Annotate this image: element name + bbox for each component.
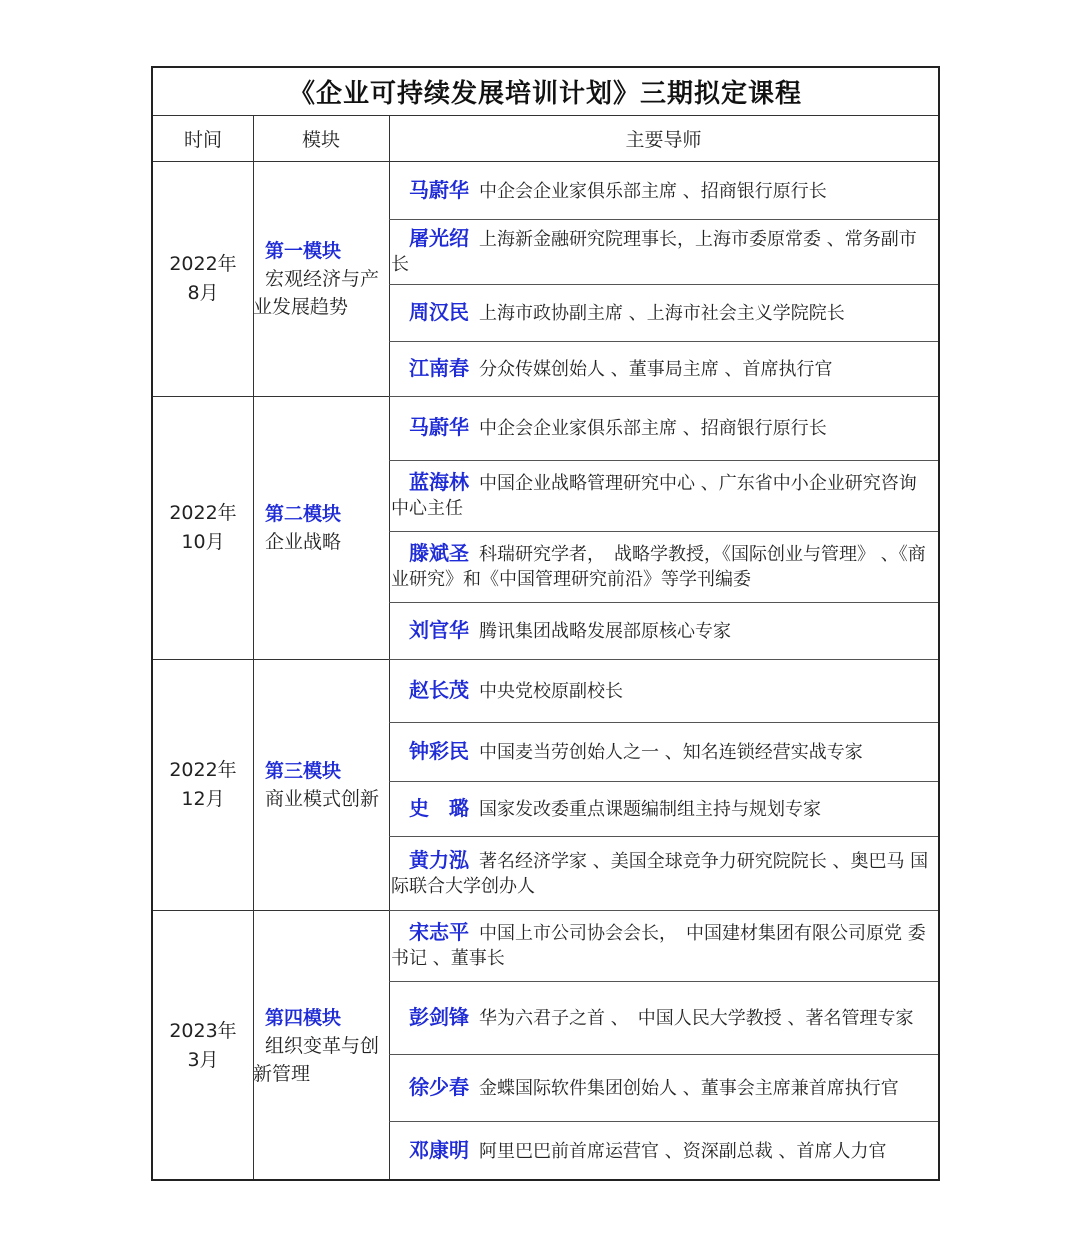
time-year: 2022年 [169,758,237,781]
mentor-description: 著名经济学家 、美国全球竞争力研究院院长 、奥巴马 国际联合大学创办人 [391,850,929,897]
mentor-description: 中央党校原副校长 [479,680,623,702]
mentor-name: 宋志平 [409,920,469,944]
module-name: 第一模块 [265,240,342,262]
mentor-description: 中企会企业家俱乐部主席 、招商银行原行长 [479,418,827,439]
mentor-description: 中国麦当劳创始人之一 、知名连锁经营实战专家 [479,741,863,763]
module-description: 商业模式创新 [265,787,380,810]
mentor-row [391,836,932,910]
mentor-name: 彭剑锋 [409,1004,469,1029]
mentor-name: 刘官华 [409,617,469,642]
time-cell [153,396,253,659]
mentor-row [391,460,932,531]
course-table [151,66,940,1181]
mentor-row [391,162,932,219]
mentor-row [391,981,932,1054]
mentor-name: 史 璐 [409,795,469,820]
time-month: 8月 [187,282,219,304]
mentor-description: 中国企业战略管理研究中心 、广东省中小企业研究咨询 中心主任 [391,473,917,519]
mentor-name: 马蔚华 [409,415,469,439]
module-description: 企业战略 [265,530,342,553]
time-cell [153,659,253,910]
mentor-row [391,659,932,722]
mentor-name: 黄力泓 [409,847,469,872]
header-mentor: 主要导师 [389,116,938,162]
module-name: 第四模块 [265,1006,342,1029]
time-year: 2022年 [169,253,237,275]
mentor-description: 国家发改委重点课题编制组主持与规划专家 [479,798,821,820]
module-cell [253,162,389,396]
module-cell [253,910,389,1181]
mentor-description: 分众传媒创始人 、董事局主席 、首席执行官 [479,358,833,380]
mentor-row [391,781,932,836]
module-description: 组织变革与创新管理 [253,1034,380,1085]
column-divider [389,116,390,1179]
mentor-description: 阿里巴巴前首席运营官 、资深副总裁 、首席人力官 [479,1141,887,1162]
mentor-name: 周汉民 [409,299,469,324]
module-cell [253,659,389,910]
module-description: 宏观经济与产业发展趋势 [253,268,380,318]
mentor-description: 中企会企业家俱乐部主席 、招商银行原行长 [479,180,827,202]
module-name: 第三模块 [265,759,342,782]
time-year: 2022年 [169,501,237,524]
time-month: 3月 [187,1048,219,1071]
mentor-name: 钟彩民 [409,738,469,763]
mentor-name: 赵长茂 [409,677,469,702]
time-year: 2023年 [169,1019,237,1042]
mentor-name: 蓝海林 [409,470,469,494]
time-cell [153,910,253,1181]
mentor-row [391,219,932,284]
mentor-name: 滕斌圣 [409,541,469,565]
mentor-row [391,284,932,341]
mentor-description: 上海新金融研究院理事长，上海市委原常委 、常务副市长 [391,229,917,275]
table-title: 《企业可持续发展培训计划》三期拟定课程 [153,68,938,116]
mentor-name: 徐少春 [409,1074,469,1099]
mentor-description: 中国上市公司协会会长， 中国建材集团有限公司原党 委书记 、董事长 [391,923,926,969]
mentor-row [391,602,932,659]
mentor-row [391,1054,932,1121]
mentor-name: 邓康明 [409,1138,469,1162]
mentor-name: 马蔚华 [409,177,469,202]
mentor-description: 上海市政协副主席 、上海市社会主义学院院长 [479,302,845,324]
mentor-description: 腾讯集团战略发展部原核心专家 [479,620,731,642]
mentor-row [391,396,932,460]
mentor-description: 科瑞研究学者， 战略学教授，《国际创业与管理》 、《商业研究》和《中国管理研究前沿》等学刊编委 [391,544,926,590]
time-month: 10月 [181,530,225,553]
mentor-row [391,910,932,981]
mentor-row [391,722,932,781]
module-cell [253,396,389,659]
mentor-description: 华为六君子之首 、 中国人民大学教授 、著名管理专家 [479,1007,914,1029]
mentor-row [391,341,932,396]
mentor-description: 金蝶国际软件集团创始人 、董事会主席兼首席执行官 [479,1077,899,1099]
header-time: 时间 [153,116,253,162]
mentor-name: 江南春 [409,355,469,380]
mentor-row [391,531,932,602]
module-name: 第二模块 [265,502,342,525]
mentor-row [391,1121,932,1181]
time-month: 12月 [181,787,225,810]
mentor-name: 屠光绍 [409,226,469,250]
header-module: 模块 [253,116,389,162]
time-cell [153,162,253,396]
